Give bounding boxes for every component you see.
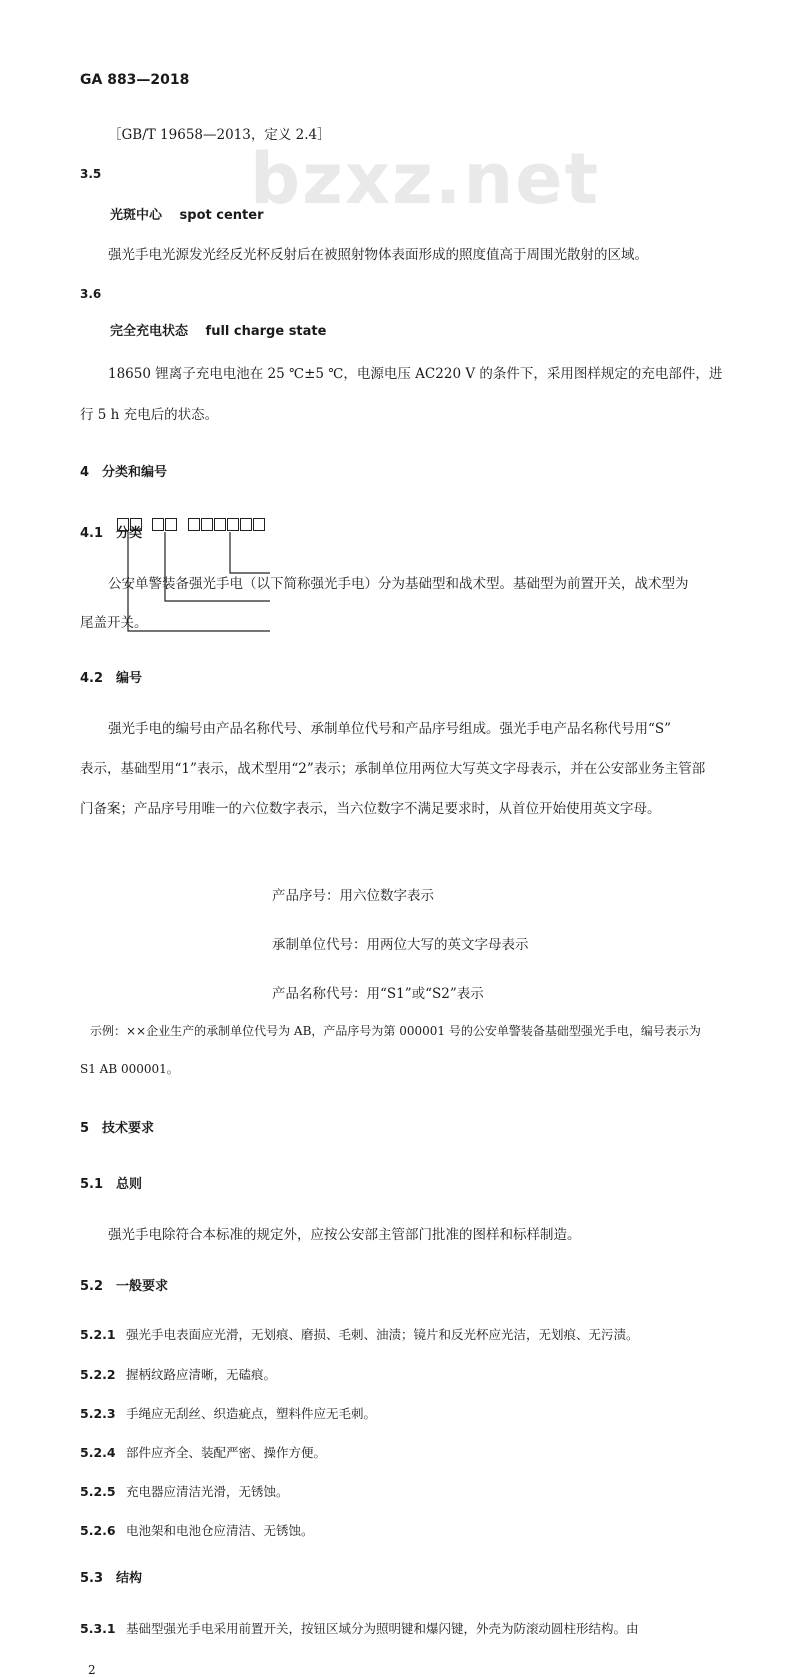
list-item: 5.2.4 部件应齐全、装配严密、操作方便。 (80, 1445, 327, 1460)
diagram-label-name: 产品名称代号：用“S1”或“S2”表示 (272, 986, 484, 1002)
section-5-2-title: 5.2 一般要求 (80, 1279, 169, 1294)
section-5-1-line1: 强光手电除符合本标准的规定外，应按公安部主管部门批准的图样和标样制造。 (108, 1227, 581, 1243)
term-en: full charge state (205, 324, 327, 339)
section-5-1-title: 5.1 总则 (80, 1177, 143, 1192)
definition-3-5: 强光手电光源发光经反光杯反射后在被照射物体表面形成的照度值高于周围光散射的区域。 (108, 247, 648, 263)
term-cn: 光斑中心 (110, 208, 163, 223)
section-4-2-line1: 强光手电的编号由产品名称代号、承制单位代号和产品序号组成。强光手电产品名称代号用“S” (108, 721, 672, 737)
term-cn: 完全充电状态 (110, 324, 189, 339)
section-4-1-line1: 公安单警装备强光手电（以下简称强光手电）分为基础型和战术型。基础型为前置开关，战术型为 (108, 576, 689, 592)
section-4-title: 4 分类和编号 (80, 465, 168, 480)
section-5-title: 5 技术要求 (80, 1121, 155, 1136)
diagram-label-maker: 承制单位代号：用两位大写的英文字母表示 (272, 937, 529, 953)
list-item: 5.2.1 强光手电表面应光滑，无划痕、磨损、毛刺、油渍；镜片和反光杯应光洁，无划痕、无污渍。 (80, 1327, 639, 1342)
term-en: spot center (179, 208, 264, 223)
definition-3-6-line1: 18650 锂离子充电电池在 25 ℃±5 ℃，电源电压 AC220 V 的条件下，采用图样规定的充电部件，进 (108, 366, 723, 382)
list-item: 5.2.2 握柄纹路应清晰，无磕痕。 (80, 1367, 277, 1382)
list-item: 5.2.3 手绳应无刮丝、织造疵点，塑料件应无毛刺。 (80, 1406, 377, 1421)
definition-3-6-line2: 行 5 h 充电后的状态。 (80, 407, 219, 423)
section-5-3-title: 5.3 结构 (80, 1571, 143, 1586)
standard-number-header: GA 883—2018 (80, 72, 190, 88)
reference-citation: ［GB/T 19658—2013，定义 2.4］ (108, 127, 331, 143)
list-item: 5.2.5 充电器应清洁光滑，无锈蚀。 (80, 1484, 289, 1499)
term-3-6 (110, 320, 800, 339)
section-4-1-line2: 尾盖开关。 (80, 615, 148, 631)
section-4-1-title: 4.1 分类 (80, 526, 143, 541)
page-number: 2 (88, 1663, 96, 1677)
diagram-label-serial: 产品序号：用六位数字表示 (272, 888, 434, 904)
section-4-2-line2: 表示，基础型用“1”表示，战术型用“2”表示；承制单位用两位大写英文字母表示，并在公安部业务主管部 (80, 761, 706, 777)
watermark: bzxz.net (250, 138, 601, 220)
list-item: 5.3.1 基础型强光手电采用前置开关，按钮区域分为照明键和爆闪键，外壳为防滚动圆柱形结构。由 (80, 1621, 639, 1636)
section-4-2-line3: 门备案；产品序号用唯一的六位数字表示，当六位数字不满足要求时，从首位开始使用英文字母。 (80, 801, 661, 817)
example-line1: 示例：××企业生产的承制单位代号为 AB，产品序号为第 000001 号的公安单警装备基础型强光手电，编号表示为 (90, 1024, 701, 1038)
clause-number-3-5: 3.5 (80, 167, 102, 181)
section-4-2-title: 4.2 编号 (80, 671, 143, 686)
term-3-5 (110, 204, 800, 223)
list-item: 5.2.6 电池架和电池仓应清洁、无锈蚀。 (80, 1523, 314, 1538)
clause-number-3-6: 3.6 (80, 287, 102, 301)
example-line2: S1 AB 000001。 (80, 1062, 179, 1076)
